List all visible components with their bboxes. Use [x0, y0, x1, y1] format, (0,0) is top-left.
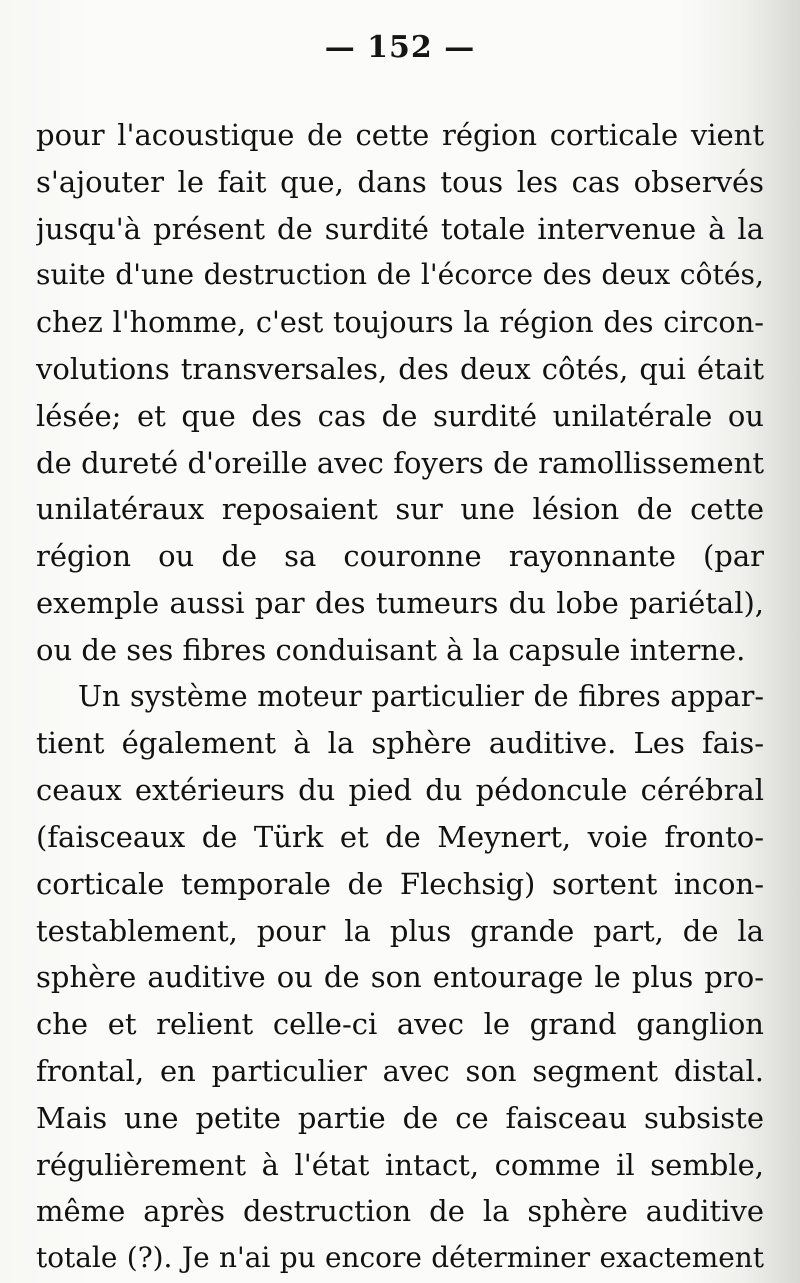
text-line: chez l'homme, c'est toujours la région des circon- — [36, 305, 764, 340]
text-line: frontal, en particulier avec son segment distal. — [36, 1053, 764, 1088]
text-line: che et relient celle-ci avec le grand ganglion — [36, 1007, 764, 1042]
text-line: région ou de sa couronne rayonnante (par — [36, 539, 764, 574]
body-text — [36, 112, 764, 1282]
text-line: de dureté d'oreille avec foyers de ramollissement — [36, 445, 764, 480]
text-line: corticale temporale de Flechsig) sortent incon- — [36, 866, 764, 901]
text-line: testablement, pour la plus grande part, de la — [36, 913, 764, 948]
text-line: Un système moteur particulier de fibres appar- — [78, 679, 764, 713]
text-line: lésée; et que des cas de surdité unilatérale ou — [36, 398, 764, 433]
text-line: Mais une petite partie de ce faisceau subsiste — [36, 1100, 764, 1135]
text-line: même après destruction de la sphère auditive — [36, 1194, 764, 1229]
text-line: sphère auditive ou de son entourage le plus pro- — [36, 960, 764, 995]
text-line: (faisceaux de Türk et de Meynert, voie fronto- — [36, 819, 764, 854]
page-number: — 152 — — [324, 30, 476, 65]
text-line: s'ajouter le fait que, dans tous les cas observés — [36, 164, 764, 199]
text-line: suite d'une destruction de l'écorce des deux côtés, — [36, 258, 764, 292]
text-line: ou de ses fibres conduisant à la capsule interne. — [36, 632, 746, 667]
text-line: totale (?). Je n'ai pu encore déterminer exactement — [36, 1241, 764, 1275]
text-line: volutions transversales, des deux côtés, qui était — [36, 351, 764, 386]
text-line: tient également à la sphère auditive. Les fais- — [36, 726, 764, 761]
text-line: jusqu'à présent de surdité totale intervenue à la — [36, 211, 764, 246]
text-line: ceaux extérieurs du pied du pédoncule cérébral — [36, 773, 764, 808]
text-line: pour l'acoustique de cette région corticale vient — [36, 118, 764, 152]
text-line: régulièrement à l'état intact, comme il semble, — [36, 1147, 764, 1182]
text-line: unilatéraux reposaient sur une lésion de cette — [36, 492, 764, 527]
text-line: exemple aussi par des tumeurs du lobe pariétal), — [36, 585, 764, 620]
